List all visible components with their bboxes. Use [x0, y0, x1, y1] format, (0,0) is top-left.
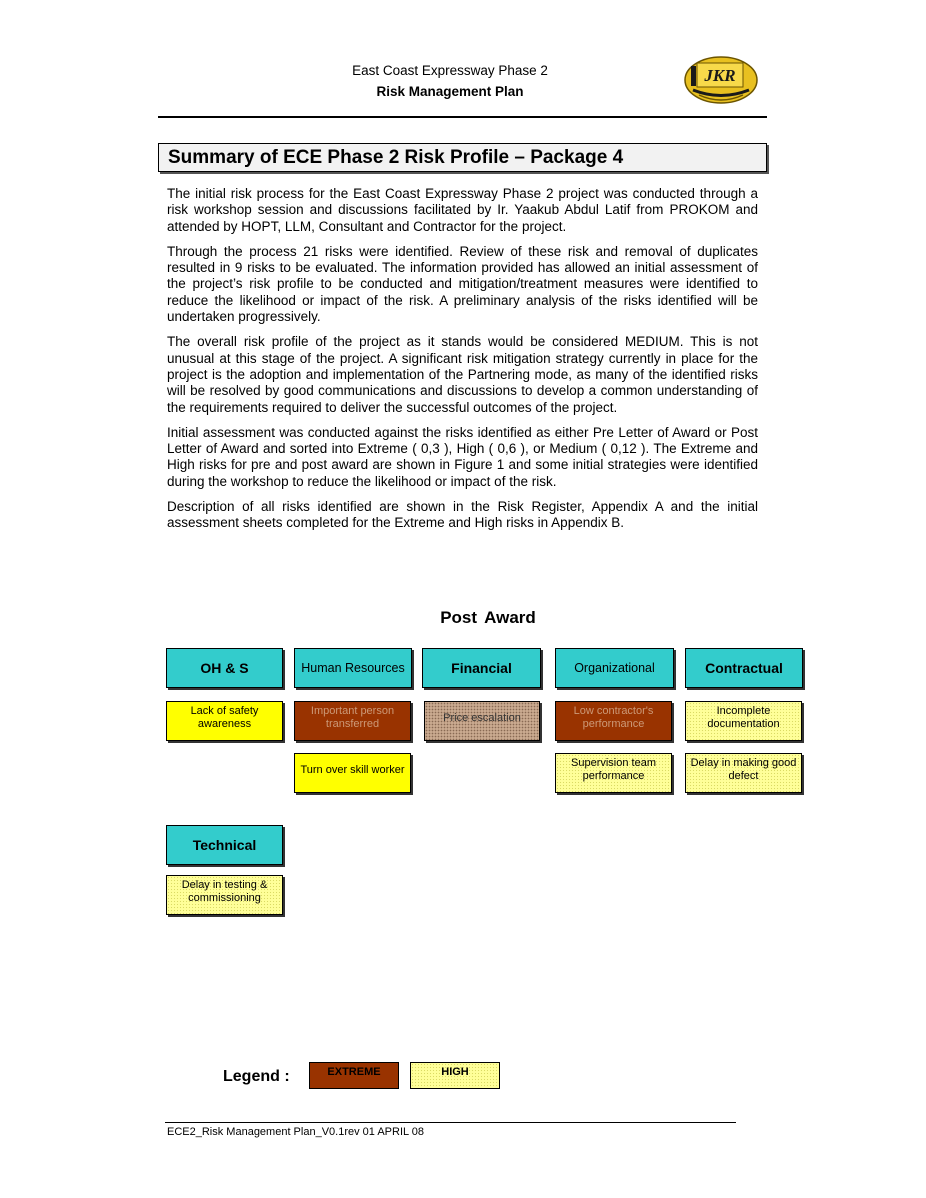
section-title-box	[158, 143, 767, 172]
legend-label: Legend :	[223, 1068, 290, 1085]
jkr-logo	[683, 55, 759, 105]
footer-rule	[165, 1122, 736, 1123]
risk-important-person-transferred	[294, 701, 411, 741]
risk-label: Turn over skill worker	[300, 763, 405, 776]
category-financial: Financial	[422, 648, 541, 688]
footer-text: ECE2_Risk Management Plan_V0.1rev 01 APRIL 08	[167, 1126, 425, 1138]
risk-label: Lack of safety awareness	[190, 705, 259, 730]
svg-text:JKR: JKR	[704, 66, 736, 85]
risk-delay-in-making-good-defect	[685, 753, 802, 793]
risk-label: Low contractor's performance	[573, 705, 654, 730]
header-project: East Coast Expressway Phase 2	[352, 63, 548, 78]
risk-label: Delay in making good defect	[690, 757, 797, 782]
category-ohs: OH & S	[166, 648, 283, 688]
risk-label: Important person transferred	[310, 705, 395, 730]
risk-price-escalation	[424, 701, 540, 741]
risk-label: Supervision team performance	[571, 757, 656, 782]
body-text	[167, 186, 758, 541]
header-document-title: Risk Management Plan	[376, 84, 524, 99]
section-title: Summary of ECE Phase 2 Risk Profile – Package 4	[168, 147, 624, 168]
category-technical: Technical	[166, 825, 283, 865]
risk-turn-over-skill-worker	[294, 753, 411, 793]
paragraph: The overall risk profile of the project as it stands would be considered MEDIUM. This is not unusual at this stage of the project. A significant risk mitigation strategy currently in place for the project is the adoption and implementation of the Partnering mode, as many of the identified risks will be resolved by good communications and discussions to develop a common understanding of the requirements required to deliver the successful outcomes of the project.	[167, 334, 758, 415]
header-rule	[158, 116, 767, 118]
risk-label: Incomplete documentation	[707, 705, 780, 730]
paragraph: The initial risk process for the East Coast Expressway Phase 2 project was conducted through a risk workshop session and discussions facilitated by Ir. Yaakub Abdul Latif from PROKOM and attended by HOPT, LLM, Consultant and Contractor for the project.	[167, 186, 758, 234]
legend-high: HIGH	[410, 1062, 500, 1089]
paragraph: Through the process 21 risks were identified. Review of these risk and removal of duplicates resulted in 9 risks to be evaluated. The information provided has allowed an initial assessment of the project’s risk profile to be conducted and mitigation/treatment measures were identified to reduce the likelihood or impact of the risk. A preliminary analysis of the risks identified will be undertaken progressively.	[167, 243, 758, 325]
paragraph: Initial assessment was conducted against the risks identified as either Pre Letter of Award or Post Letter of Award and sorted into Extreme ( 0,3 ), High ( 0,6 ), or Medium ( 0,12 ). The Extreme and High risks for pre and post award are shown in Figure 1 and some initial strategies were identified during the workshop to reduce the likelihood or impact of the risk.	[167, 424, 758, 489]
legend-extreme: EXTREME	[309, 1062, 399, 1089]
risk-lack-of-safety-awareness	[166, 701, 283, 741]
category-organizational: Organizational	[555, 648, 674, 688]
risk-label: Delay in testing & commissioning	[181, 879, 268, 904]
risk-delay-in-testing-commissioning	[166, 875, 283, 915]
risk-label: Price escalation	[443, 711, 521, 724]
risk-supervision-team-performance	[555, 753, 672, 793]
diagram-title: Post Award	[440, 608, 536, 627]
risk-low-contractor-performance	[555, 701, 672, 741]
category-contractual: Contractual	[685, 648, 803, 688]
category-human-resources: Human Resources	[294, 648, 412, 688]
paragraph: Description of all risks identified are shown in the Risk Register, Appendix A and the initial assessment sheets completed for the Extreme and High risks in Appendix B.	[167, 499, 758, 531]
risk-incomplete-documentation	[685, 701, 802, 741]
